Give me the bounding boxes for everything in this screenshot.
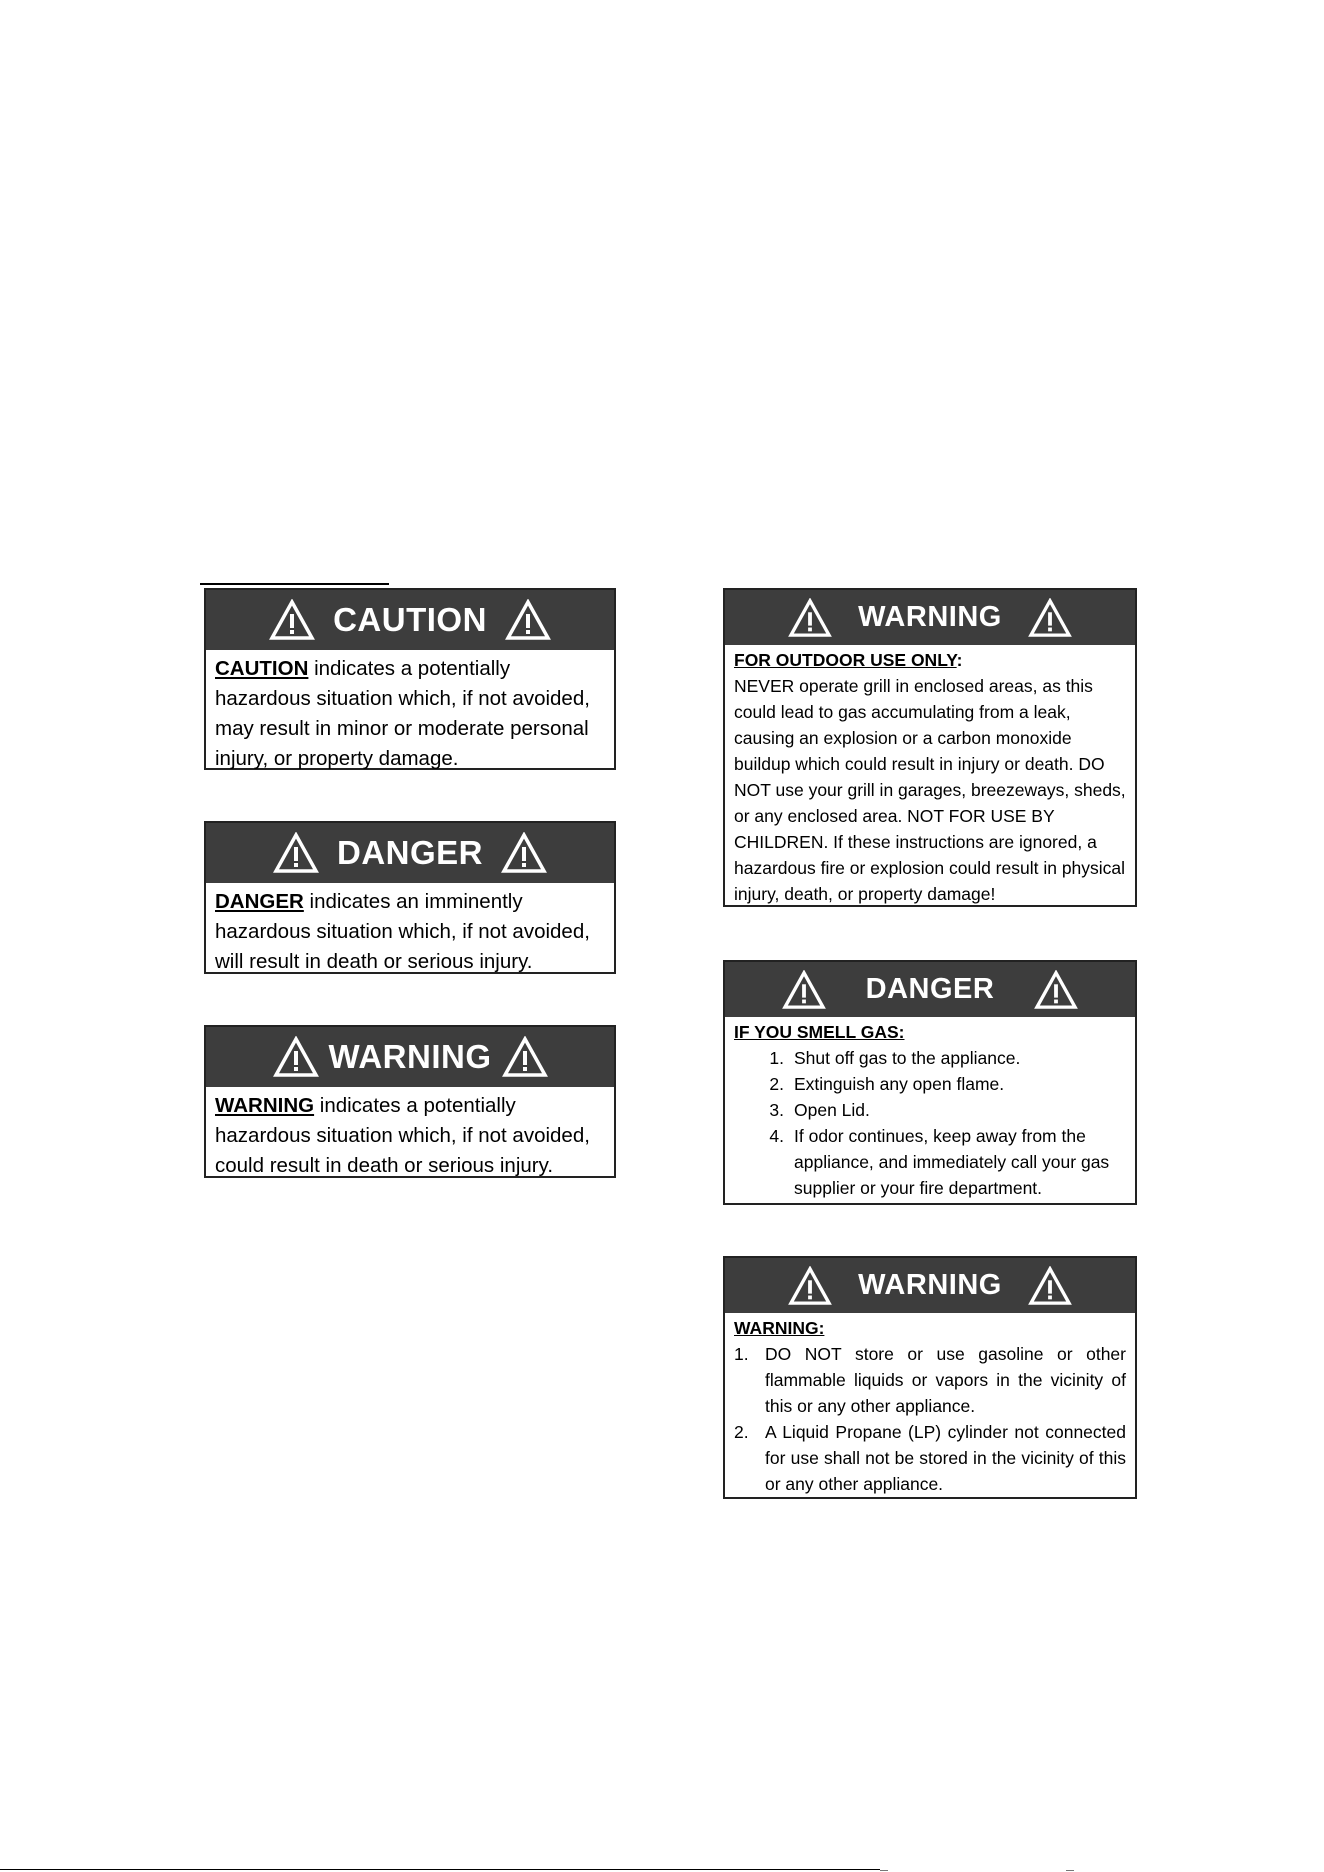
caution-text: indicates a potentially hazardous situation which, if not avoided, may result in minor or moderate personal injury, or property damage.: [215, 657, 590, 770]
warning-body: [206, 1087, 614, 1181]
bottom-tick-mark: [1066, 1866, 1074, 1871]
danger-header: [206, 823, 614, 883]
danger-body: [206, 883, 614, 977]
outdoor-warning-header: [725, 590, 1135, 645]
warning-triangle-icon: [788, 598, 832, 638]
outdoor-warning-sign: [723, 588, 1137, 907]
warning-triangle-icon: [273, 1036, 319, 1078]
step-text: Extinguish any open flame.: [794, 1074, 1005, 1094]
bottom-rule: [0, 1869, 880, 1870]
warning-triangle-icon: [501, 832, 547, 874]
step-number: 2.: [734, 1422, 749, 1442]
list-item: [734, 1123, 1126, 1201]
caution-sign: [204, 588, 616, 770]
warning-header: [206, 1027, 614, 1087]
warning-triangle-icon: [1028, 1266, 1072, 1306]
warning-triangle-icon: [273, 832, 319, 874]
warning-heading: WARNING: [328, 1038, 492, 1075]
step-number: 4.: [769, 1126, 784, 1146]
storage-warning-heading: WARNING: [858, 1269, 1002, 1301]
step-text: Open Lid.: [794, 1100, 870, 1120]
gas-danger-sign: [723, 960, 1137, 1205]
warning-triangle-icon: [505, 599, 551, 641]
list-item: [734, 1045, 1126, 1071]
danger-text: indicates an imminently hazardous situation which, if not avoided, will result in death or serious injury.: [215, 890, 590, 973]
warning-triangle-icon: [502, 1036, 548, 1078]
caution-header: [206, 590, 614, 650]
outdoor-lead-colon: :: [956, 650, 963, 670]
caution-heading: CAUTION: [333, 601, 487, 638]
gas-steps: [734, 1045, 1126, 1201]
danger-heading: DANGER: [336, 834, 483, 871]
gas-danger-body: [725, 1017, 1135, 1201]
gas-danger-header: [725, 962, 1135, 1017]
list-item: [734, 1097, 1126, 1123]
list-item: [734, 1071, 1126, 1097]
step-number: 1.: [769, 1048, 784, 1068]
storage-warning-header: [725, 1258, 1135, 1313]
outdoor-warning-body: [725, 645, 1135, 907]
danger-lead: DANGER: [215, 890, 304, 913]
outdoor-lead-line: [734, 647, 1126, 673]
list-item: [734, 1341, 1126, 1419]
step-number: 1.: [734, 1344, 749, 1364]
step-text: A Liquid Propane (LP) cylinder not connected for use shall not be stored in the vicinity of this or any other appliance.: [765, 1422, 1126, 1494]
warning-lead: WARNING: [215, 1094, 315, 1117]
warning-triangle-icon: [269, 599, 315, 641]
warning-sign: [204, 1025, 616, 1178]
caution-body: [206, 650, 614, 774]
step-text: DO NOT store or use gasoline or other flammable liquids or vapors in the vicinity of this or any other appliance.: [765, 1344, 1126, 1416]
bottom-tick-mark: [880, 1866, 888, 1871]
top-rule: [200, 583, 389, 585]
warning-triangle-icon: [782, 970, 826, 1010]
gas-danger-heading: DANGER: [865, 973, 995, 1005]
caution-lead: CAUTION: [215, 657, 309, 680]
warning-triangle-icon: [1028, 598, 1072, 638]
outdoor-warning-heading: WARNING: [858, 601, 1002, 633]
storage-warning-sign: [723, 1256, 1137, 1499]
warning-triangle-icon: [1034, 970, 1078, 1010]
step-number: 3.: [769, 1100, 784, 1120]
warning-triangle-icon: [788, 1266, 832, 1306]
outdoor-lead: FOR OUTDOOR USE ONLY: [734, 650, 957, 670]
storage-lead: WARNING:: [734, 1318, 825, 1338]
warning-text: indicates a potentially hazardous situation which, if not avoided, could result in death or serious injury.: [215, 1094, 590, 1177]
storage-steps: [734, 1341, 1126, 1497]
step-text: Shut off gas to the appliance.: [794, 1048, 1021, 1068]
step-text: If odor continues, keep away from the appliance, and immediately call your gas supplier or your fire department.: [794, 1126, 1110, 1198]
outdoor-text: NEVER operate grill in enclosed areas, as this could lead to gas accumulating from a leak, causing an explosion or a carbon monoxide buildup which could result in injury or death. DO NOT use your grill in garages, breezeways, sheds, or any enclosed area. NOT FOR USE BY CHILDREN. If these instructions are ignored, a hazardous fire or explosion could result in physical injury, death, or property damage!: [734, 676, 1126, 904]
list-item: [734, 1419, 1126, 1497]
storage-warning-body: [725, 1313, 1135, 1497]
step-number: 2.: [769, 1074, 784, 1094]
gas-lead: IF YOU SMELL GAS:: [734, 1022, 905, 1042]
danger-sign: [204, 821, 616, 974]
